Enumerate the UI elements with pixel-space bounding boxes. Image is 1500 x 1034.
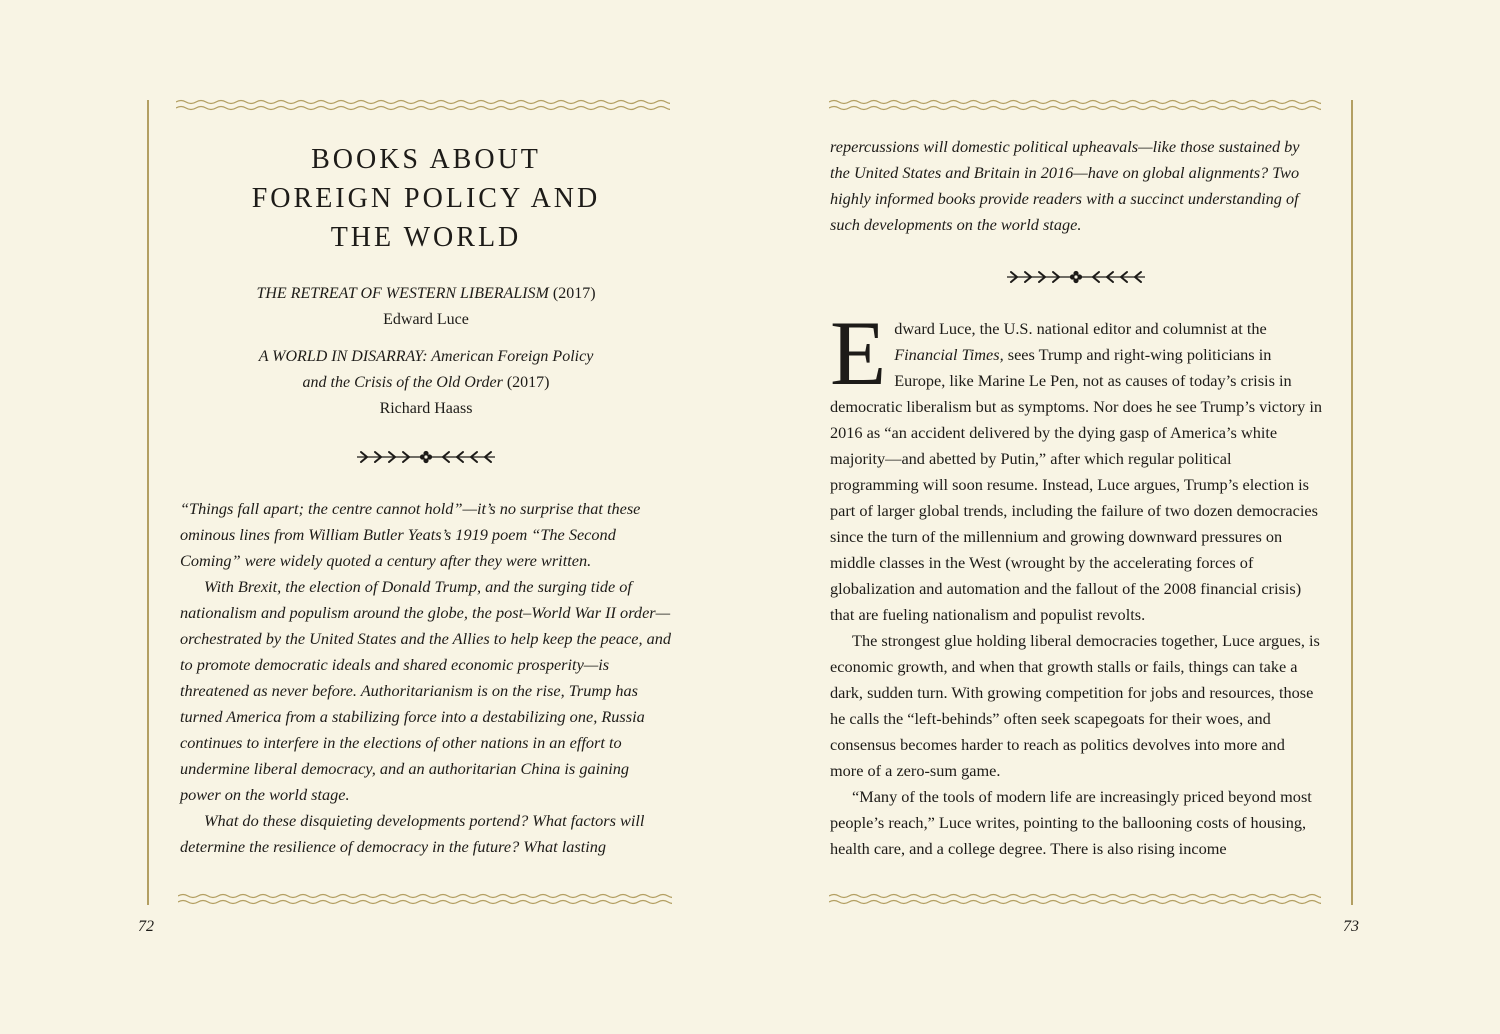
book-year: (2017) [552, 285, 596, 302]
paragraph-text: sees Trump and right-wing politicians in Europe, like Marine Le Pen, not as causes of today’s crisis in democratic liberalism but as symptoms. Nor does he see Trump’s victory in 2016 as “an accident delivered by the dying gasp of America’s white majority—and abetted by Putin,” after which regular political programming will soon resume. Instead, Luce argues, Trump’s election is part of larger global trends, including the failure of two dozen democracies since the turn of the millennium and growing downward pressures on middle classes in the West (wrought by the accelerating forces of globalization and automation and the fallout of the 2008 financial crisis) that are fueling nationalism and populist revolts. [830, 345, 1322, 624]
book-title-line: and the Crisis of the Old Order [302, 374, 503, 391]
intro-paragraph: “Things fall apart; the centre cannot hold”—it’s no surprise that these ominous lines from William Butler Yeats’s 1919 poem “The Second Coming” were widely quoted a century after they were written. [180, 499, 641, 570]
body-paragraph: “Many of the tools of modern life are increasingly priced beyond most people’s reach,” Luce writes, pointing to the ballooning costs of housing, health care, and a college degree. There is also rising income [830, 787, 1312, 858]
right-page-margin-rule [1351, 100, 1353, 905]
book-reference-1 [180, 281, 672, 333]
title-line: BOOKS ABOUT [311, 144, 541, 175]
title-line: FOREIGN POLICY AND [251, 183, 601, 214]
book-author: Edward Luce [383, 311, 469, 328]
paragraph-text: dward Luce, the U.S. national editor and columnist at the [894, 319, 1267, 338]
intro-paragraph: What do these disquieting developments portend? What factors will determine the resilience of democracy in the future? What lasting [180, 811, 645, 856]
drop-cap: E [830, 302, 887, 404]
page-number-right: 73 [1343, 918, 1359, 935]
book-author: Richard Haass [379, 400, 473, 417]
book-reference-2 [180, 344, 672, 422]
ornament-divider [830, 268, 1322, 286]
ornament-divider [180, 448, 672, 466]
intro-paragraph: With Brexit, the election of Donald Trump, and the surging tide of nationalism and populism around the globe, the post–World War II order—orchestrated by the United States and the Allies to help keep the peace, and to promote democratic ideals and shared economic prosperity—is threatened as never before. Authoritarianism is on the rise, Trump has turned America from a stabilizing force into a destabilizing one, Russia continues to interfere in the elections of other nations in an effort to undermine liberal democracy, and an authoritarian China is gaining power on the world stage. [180, 577, 672, 804]
left-page-margin-rule [147, 100, 149, 905]
body-paragraph: The strongest glue holding liberal democracies together, Luce argues, is economic growth, and when that growth stalls or fails, things can take a dark, sudden turn. With growing competition for jobs and resources, those he calls the “left-behinds” often seek scapegoats for their woes, and consensus becomes harder to reach as politics devolves into more and more of a zero-sum game. [830, 631, 1320, 780]
page-number-left: 72 [138, 918, 154, 935]
book-title-line: A WORLD IN DISARRAY: American Foreign Policy [258, 348, 594, 365]
intro-continued: repercussions will domestic political upheavals—like those sustained by the United States and Britain in 2016—have on global alignments? Two highly informed books provide readers with a succinct understanding of such developments on the world stage. [830, 137, 1300, 234]
left-top-wave-border [176, 99, 670, 111]
publication-name: Financial Times, [894, 345, 1004, 364]
body-paragraph [830, 302, 1322, 628]
book-year: (2017) [506, 374, 550, 391]
article-body [830, 302, 1322, 862]
intro-text [180, 496, 672, 860]
right-bottom-wave-border [829, 893, 1321, 905]
left-bottom-wave-border [178, 893, 672, 905]
title-line: THE WORLD [330, 222, 522, 253]
right-page [830, 134, 1322, 862]
page-title [180, 140, 672, 257]
right-top-wave-border [829, 99, 1321, 111]
book-title: THE RETREAT OF WESTERN LIBERALISM [256, 285, 549, 302]
left-page [180, 130, 672, 860]
